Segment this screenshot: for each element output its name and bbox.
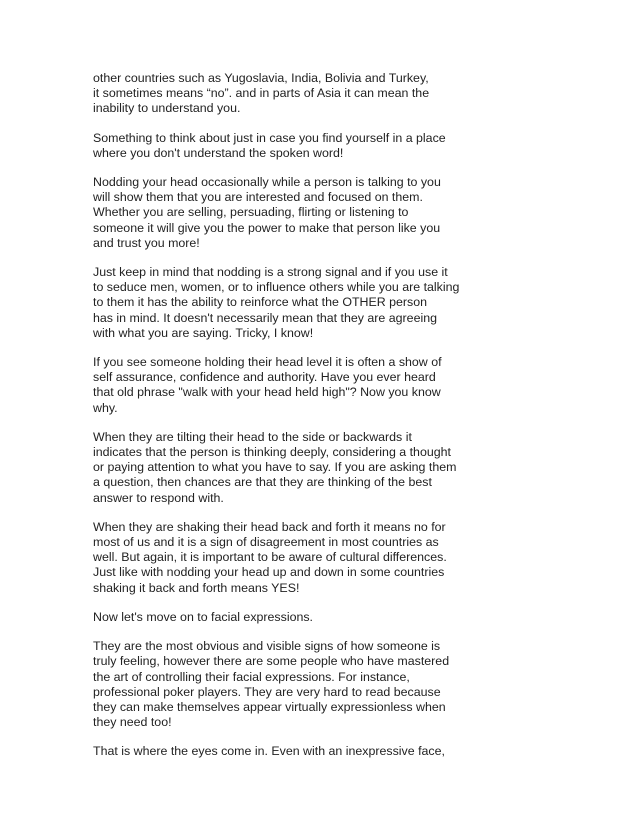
text-line: Something to think about just in case you find yourself in a place	[93, 130, 446, 145]
paragraph-nodding-occasionally	[93, 175, 493, 251]
text-line: has in mind. It doesn't necessarily mean that they are agreeing	[93, 310, 437, 325]
text-line: Now let's move on to facial expressions.	[93, 609, 313, 624]
text-line: a question, then chances are that they are thinking of the best	[93, 475, 432, 490]
text-line: to seduce men, women, or to influence others while you are talking	[93, 280, 460, 295]
paragraph-eyes	[93, 744, 493, 759]
paragraph-facial-expressions-intro	[93, 610, 493, 625]
text-line: That is where the eyes come in. Even with an inexpressive face,	[93, 744, 445, 759]
text-line: well. But again, it is important to be aware of cultural differences.	[93, 550, 447, 565]
paragraph-head-shaking	[93, 520, 493, 596]
text-line: Whether you are selling, persuading, flirting or listening to	[93, 205, 409, 220]
text-line: Nodding your head occasionally while a person is talking to you	[93, 175, 441, 190]
text-line: shaking it back and forth means YES!	[93, 580, 300, 595]
text-line: When they are tilting their head to the side or backwards it	[93, 429, 412, 444]
paragraph-cultural-meaning	[93, 71, 493, 117]
text-line: with what you are saying. Tricky, I know!	[93, 325, 314, 340]
text-line: indicates that the person is thinking deeply, considering a thought	[93, 445, 451, 460]
text-line: Just like with nodding your head up and down in some countries	[93, 565, 445, 580]
text-line: or paying attention to what you have to say. If you are asking them	[93, 460, 457, 475]
text-line: they need too!	[93, 715, 172, 730]
paragraph-spoken-word	[93, 131, 493, 161]
text-line: inability to understand you.	[93, 101, 241, 116]
text-line: Just keep in mind that nodding is a strong signal and if you use it	[93, 265, 448, 280]
text-line: that old phrase "walk with your head held high"? Now you know	[93, 385, 441, 400]
text-line: They are the most obvious and visible signs of how someone is	[93, 639, 441, 654]
text-line: to them it has the ability to reinforce what the OTHER person	[93, 295, 428, 310]
text-line: they can make themselves appear virtually expressionless when	[93, 699, 446, 714]
text-line: it sometimes means “no”. and in parts of Asia it can mean the	[93, 86, 430, 101]
paragraph-head-tilting	[93, 430, 493, 506]
paragraph-head-level	[93, 355, 493, 416]
paragraph-strong-signal	[93, 265, 493, 341]
text-line: truly feeling, however there are some people who have mastered	[93, 654, 450, 669]
text-line: most of us and it is a sign of disagreement in most countries as	[93, 535, 439, 550]
text-line: someone it will give you the power to make that person like you	[93, 220, 441, 235]
text-line: When they are shaking their head back and forth it means no for	[93, 519, 446, 534]
document-page	[93, 71, 493, 774]
text-line: why.	[93, 400, 118, 415]
text-line: where you don't understand the spoken word!	[93, 145, 344, 160]
text-line: If you see someone holding their head level it is often a show of	[93, 355, 442, 370]
text-line: the art of controlling their facial expressions. For instance,	[93, 669, 410, 684]
text-line: answer to respond with.	[93, 490, 224, 505]
paragraph-facial-expressions	[93, 639, 493, 730]
text-line: self assurance, confidence and authority. Have you ever heard	[93, 370, 436, 385]
text-line: professional poker players. They are very hard to read because	[93, 684, 441, 699]
text-line: and trust you more!	[93, 235, 200, 250]
text-line: will show them that you are interested and focused on them.	[93, 190, 423, 205]
text-line: other countries such as Yugoslavia, India, Bolivia and Turkey,	[93, 71, 429, 85]
